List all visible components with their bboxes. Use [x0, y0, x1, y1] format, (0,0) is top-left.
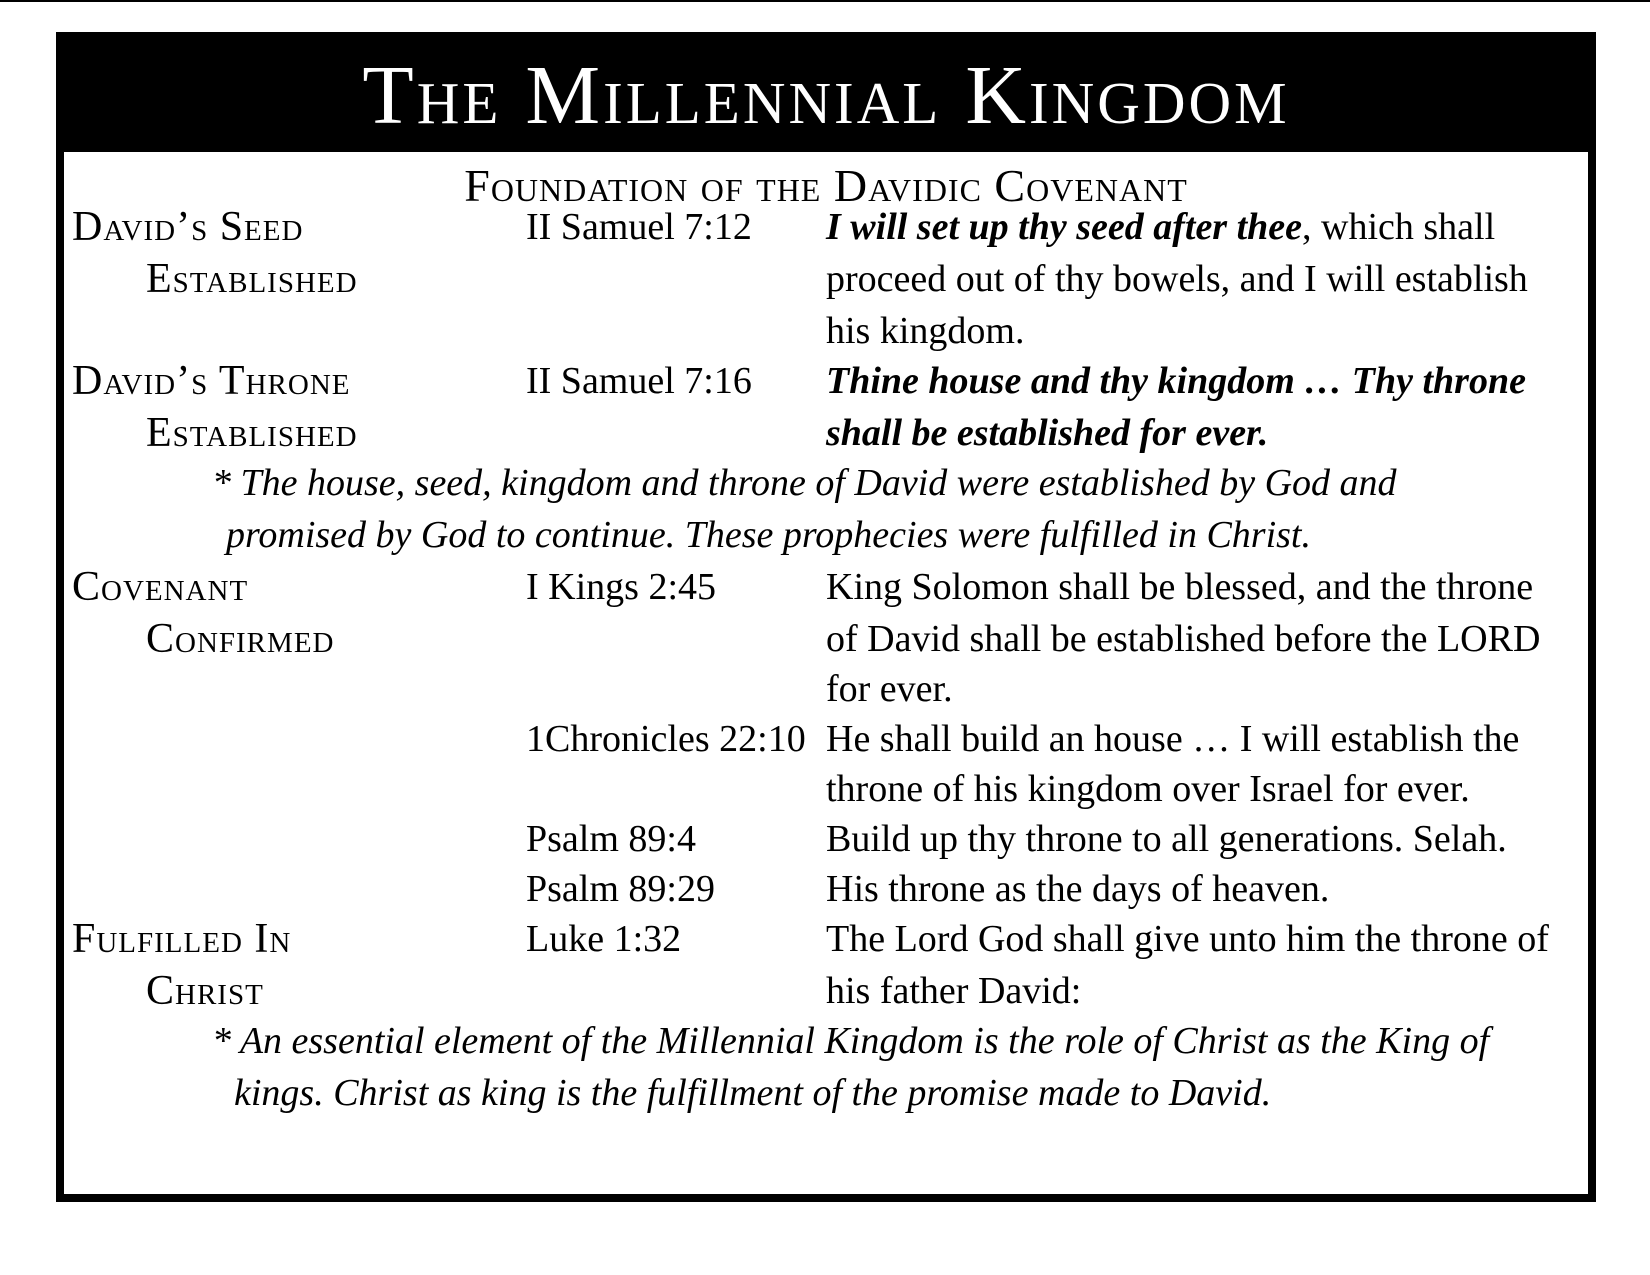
- top-rule: [0, 0, 1650, 2]
- title-banner: The Millennial Kingdom: [64, 40, 1588, 152]
- kingdom-card: [56, 32, 1596, 1202]
- text-seed-3: his kingdom.: [826, 310, 1025, 352]
- ref-psalm-89-4: Psalm 89:4: [526, 818, 696, 860]
- text-seed-1: [826, 200, 1495, 254]
- subtitle: Foundation of the Davidic Covenant: [464, 160, 1188, 211]
- ref-chronicles: 1Chronicles 22:10: [526, 718, 806, 760]
- text-kings-3: for ever.: [826, 668, 953, 710]
- ref-luke: Luke 1:32: [526, 918, 682, 960]
- text-psalm-89-29: His throne as the days of heaven.: [826, 868, 1330, 910]
- text-throne-2: shall be established for ever.: [826, 412, 1269, 454]
- note-2-line-2: kings. Christ as king is the fulfillment of the promise made to David.: [234, 1072, 1272, 1114]
- ref-kings: I Kings 2:45: [526, 566, 716, 608]
- text-luke-2: his father David:: [826, 970, 1082, 1012]
- ref-psalm-89-29: Psalm 89:29: [526, 868, 715, 910]
- note-1-line-2: promised by God to continue. These prophecies were fulfilled in Christ.: [226, 514, 1311, 556]
- note-2-line-1: * An essential element of the Millennial Kingdom is the role of Christ as the King of: [212, 1020, 1490, 1062]
- note-1-line-1: * The house, seed, kingdom and throne of David were established by God and: [212, 462, 1397, 504]
- text-seed-bold: I will set up thy seed after thee: [826, 206, 1303, 248]
- text-seed-rest: , which shall: [1302, 206, 1496, 248]
- ref-seed: II Samuel 7:12: [526, 206, 752, 248]
- heading-seed-2: Established: [146, 256, 358, 302]
- heading-fulfilled-1: Fulfilled In: [72, 916, 292, 962]
- ref-throne: II Samuel 7:16: [526, 360, 752, 402]
- text-seed-2: proceed out of thy bowels, and I will establish: [826, 258, 1528, 300]
- heading-covenant-1: Covenant: [72, 564, 249, 610]
- heading-seed-1: David’s Seed: [72, 204, 304, 250]
- text-kings-1: King Solomon shall be blessed, and the throne: [826, 566, 1534, 608]
- text-psalm-89-4: Build up thy throne to all generations. Selah.: [826, 818, 1507, 860]
- heading-throne-1: David’s Throne: [72, 358, 351, 404]
- text-chronicles-1: He shall build an house … I will establish the: [826, 718, 1520, 760]
- text-chronicles-2: throne of his kingdom over Israel for ever.: [826, 768, 1470, 810]
- heading-throne-2: Established: [146, 410, 358, 456]
- heading-covenant-2: Confirmed: [146, 616, 335, 662]
- text-kings-2: of David shall be established before the LORD: [826, 618, 1541, 660]
- text-luke-1: The Lord God shall give unto him the throne of: [826, 918, 1549, 960]
- heading-fulfilled-2: Christ: [146, 968, 264, 1014]
- text-throne-1: Thine house and thy kingdom … Thy throne: [826, 360, 1526, 402]
